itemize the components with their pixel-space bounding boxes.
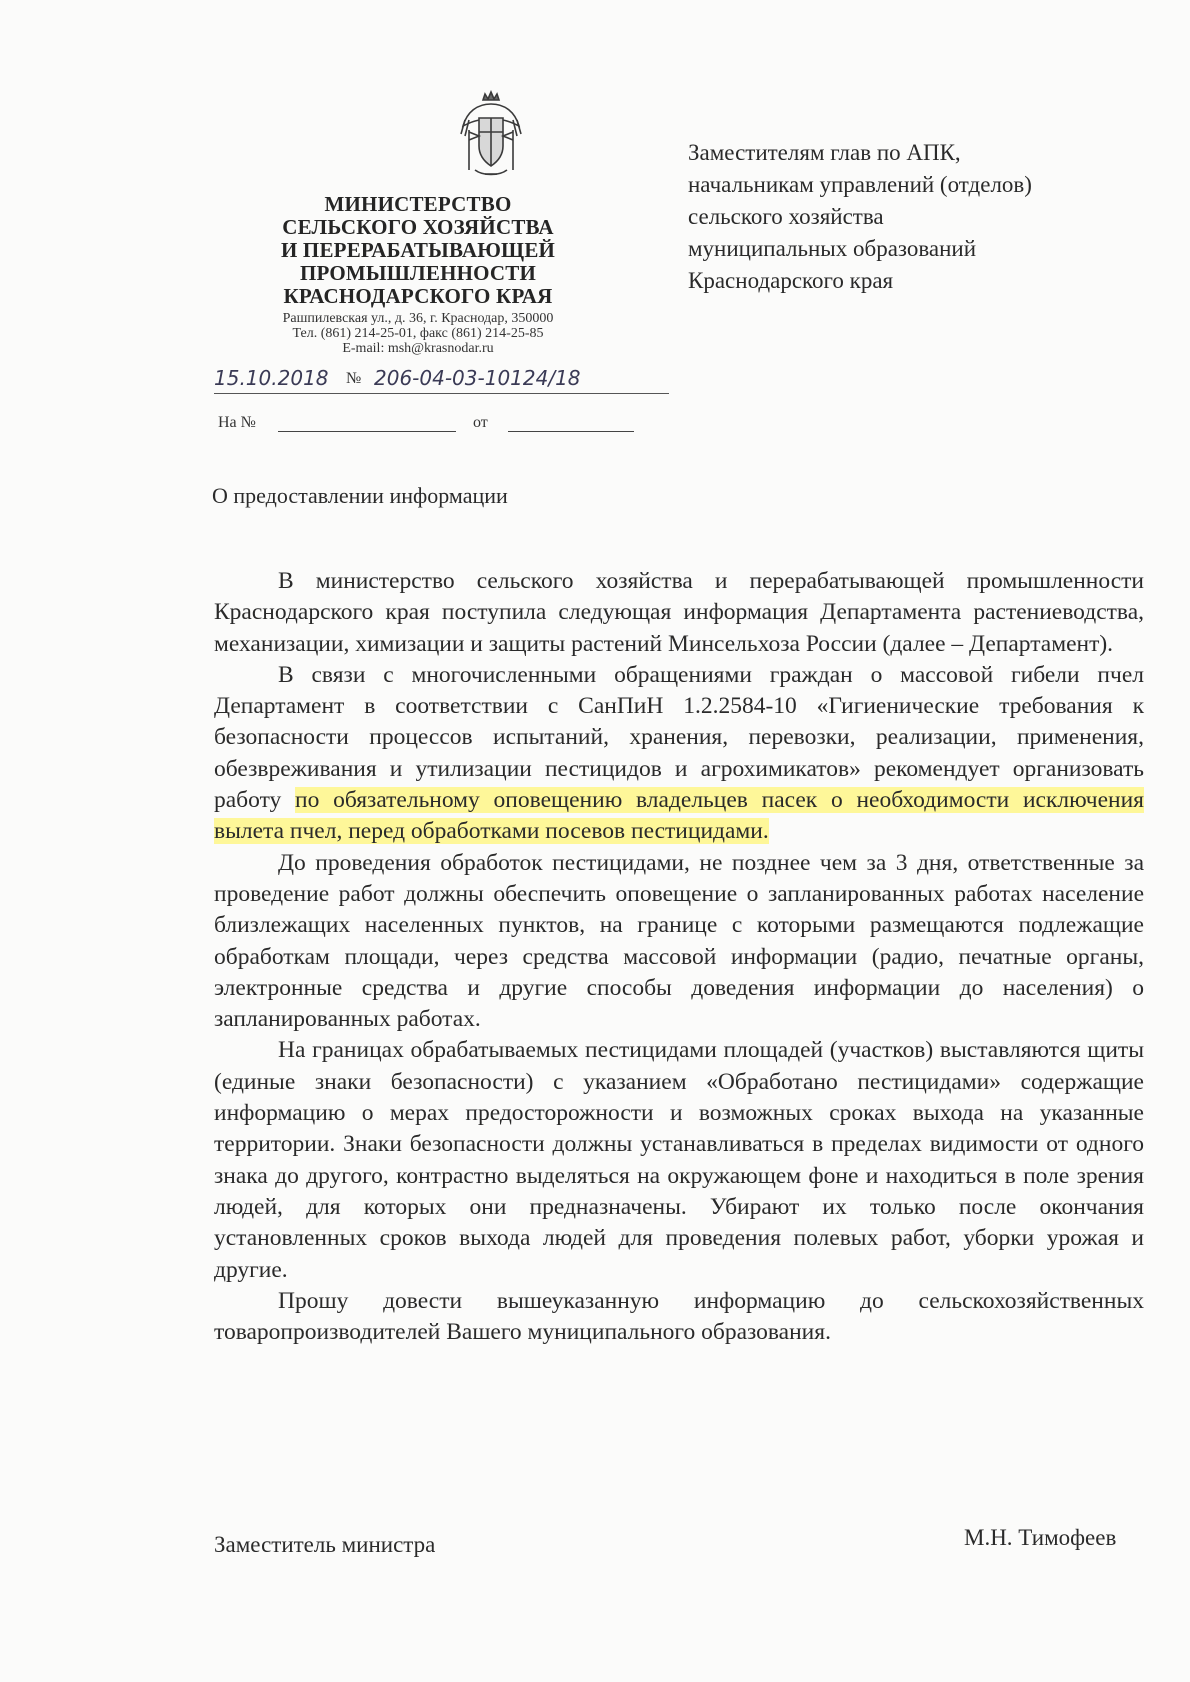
body-paragraph: На границах обрабатываемых пестицидами площадей (участков) выставляются щиты (единые знаки безопасности) с указанием «Обработано пестицидами» содержащие информацию о мерах предосторожности и возможных сроках выхода на указанные территории. Знаки безопасности должны устанавливаться в пределах видимости от одного знака до другого, контрастно выделяться на окружающем фоне и находиться в поле зрения людей, для которых они предназначены. Убирают их только после окончания установленных сроков выхода людей для проведения полевых работ, уборки урожая и другие. — [214, 1037, 1144, 1283]
registration-line — [214, 366, 684, 406]
body-paragraph: До проведения обработок пестицидами, не позднее чем за 3 дня, ответственные за проведение работ должны обеспечить оповещение о запланированных работах население близлежащих населенных пунктов, на границе с которыми размещаются подлежащие обработкам площади, через средства массовой информации (радио, печатные органы, электронные средства и другие способы доведения информации до населения) о запланированных работах. — [214, 849, 1144, 1033]
reference-date-label: от — [473, 414, 488, 431]
ministry-phone: Тел. (861) 214-25-01, факс (861) 214-25-85 — [292, 326, 544, 341]
letter-body — [214, 566, 1144, 1348]
ministry-name-line: СЕЛЬСКОГО ХОЗЯЙСТВА — [282, 215, 554, 239]
ministry-email: E-mail: msh@krasnodar.ru — [342, 341, 494, 356]
coat-of-arms-icon — [455, 90, 527, 180]
signature-role: Заместитель министра — [214, 1532, 436, 1557]
reference-date-blank — [508, 431, 634, 432]
registration-number-label: № — [346, 370, 362, 387]
ministry-name-line: КРАСНОДАРСКОГО КРАЯ — [283, 284, 553, 308]
addressee-line: сельского хозяйства — [688, 204, 884, 229]
reference-number-blank — [278, 431, 456, 432]
addressee-line: начальникам управлений (отделов) — [688, 172, 1032, 197]
highlighted-text: по обязательному оповещению владельцев пасек о необходимости исключения вылета пчел, перед обработками посевов пестицидами. — [214, 787, 1144, 845]
addressee-line: муниципальных образований — [688, 236, 977, 261]
registration-number: 206-04-03-10124/18 — [374, 366, 581, 390]
ministry-header — [228, 90, 608, 356]
reference-number-label: На № — [218, 414, 256, 431]
registration-date: 15.10.2018 — [214, 366, 329, 390]
addressee-block — [688, 137, 1128, 297]
ministry-address: Рашпилевская ул., д. 36, г. Краснодар, 350000 — [282, 311, 554, 326]
body-paragraph: Прошу довести вышеуказанную информацию до сельскохозяйственных товаропроизводителей Вашего муниципального образования. — [214, 1287, 1144, 1346]
body-paragraph: В министерство сельского хозяйства и перерабатывающей промышленности Краснодарского края поступила следующая информация Департамента растениеводства, механизации, химизации и защиты растений Минсельхоза России (далее – Департамент). — [214, 568, 1144, 657]
reference-line — [218, 414, 638, 438]
body-paragraph-text: В связи с многочисленными обращениями граждан о массовой гибели пчел Департамент в соответствии с СанПиН 1.2.2584-10 «Гигиенические требования к безопасности процессов испытаний, хранения, перевозки, реализации, применения, обезвреживания и утилизации пестицидов и агрохимикатов» рекомендует организовать работу — [214, 661, 1144, 814]
body-paragraph — [214, 660, 1144, 848]
ministry-name-line: МИНИСТЕРСТВО — [324, 192, 512, 216]
addressee-line: Заместителям глав по АПК, — [688, 140, 961, 165]
ministry-name-line: ПРОМЫШЛЕННОСТИ — [299, 261, 537, 285]
ministry-name — [228, 193, 608, 308]
addressee-line: Краснодарского края — [688, 268, 894, 293]
registration-underline — [214, 393, 669, 394]
letter-subject: О предоставлении информации — [212, 483, 508, 508]
signature-name: М.Н. Тимофеев — [964, 1525, 1117, 1550]
ministry-contacts — [228, 311, 608, 356]
ministry-name-line: И ПЕРЕРАБАТЫВАЮЩЕЙ — [280, 238, 556, 262]
